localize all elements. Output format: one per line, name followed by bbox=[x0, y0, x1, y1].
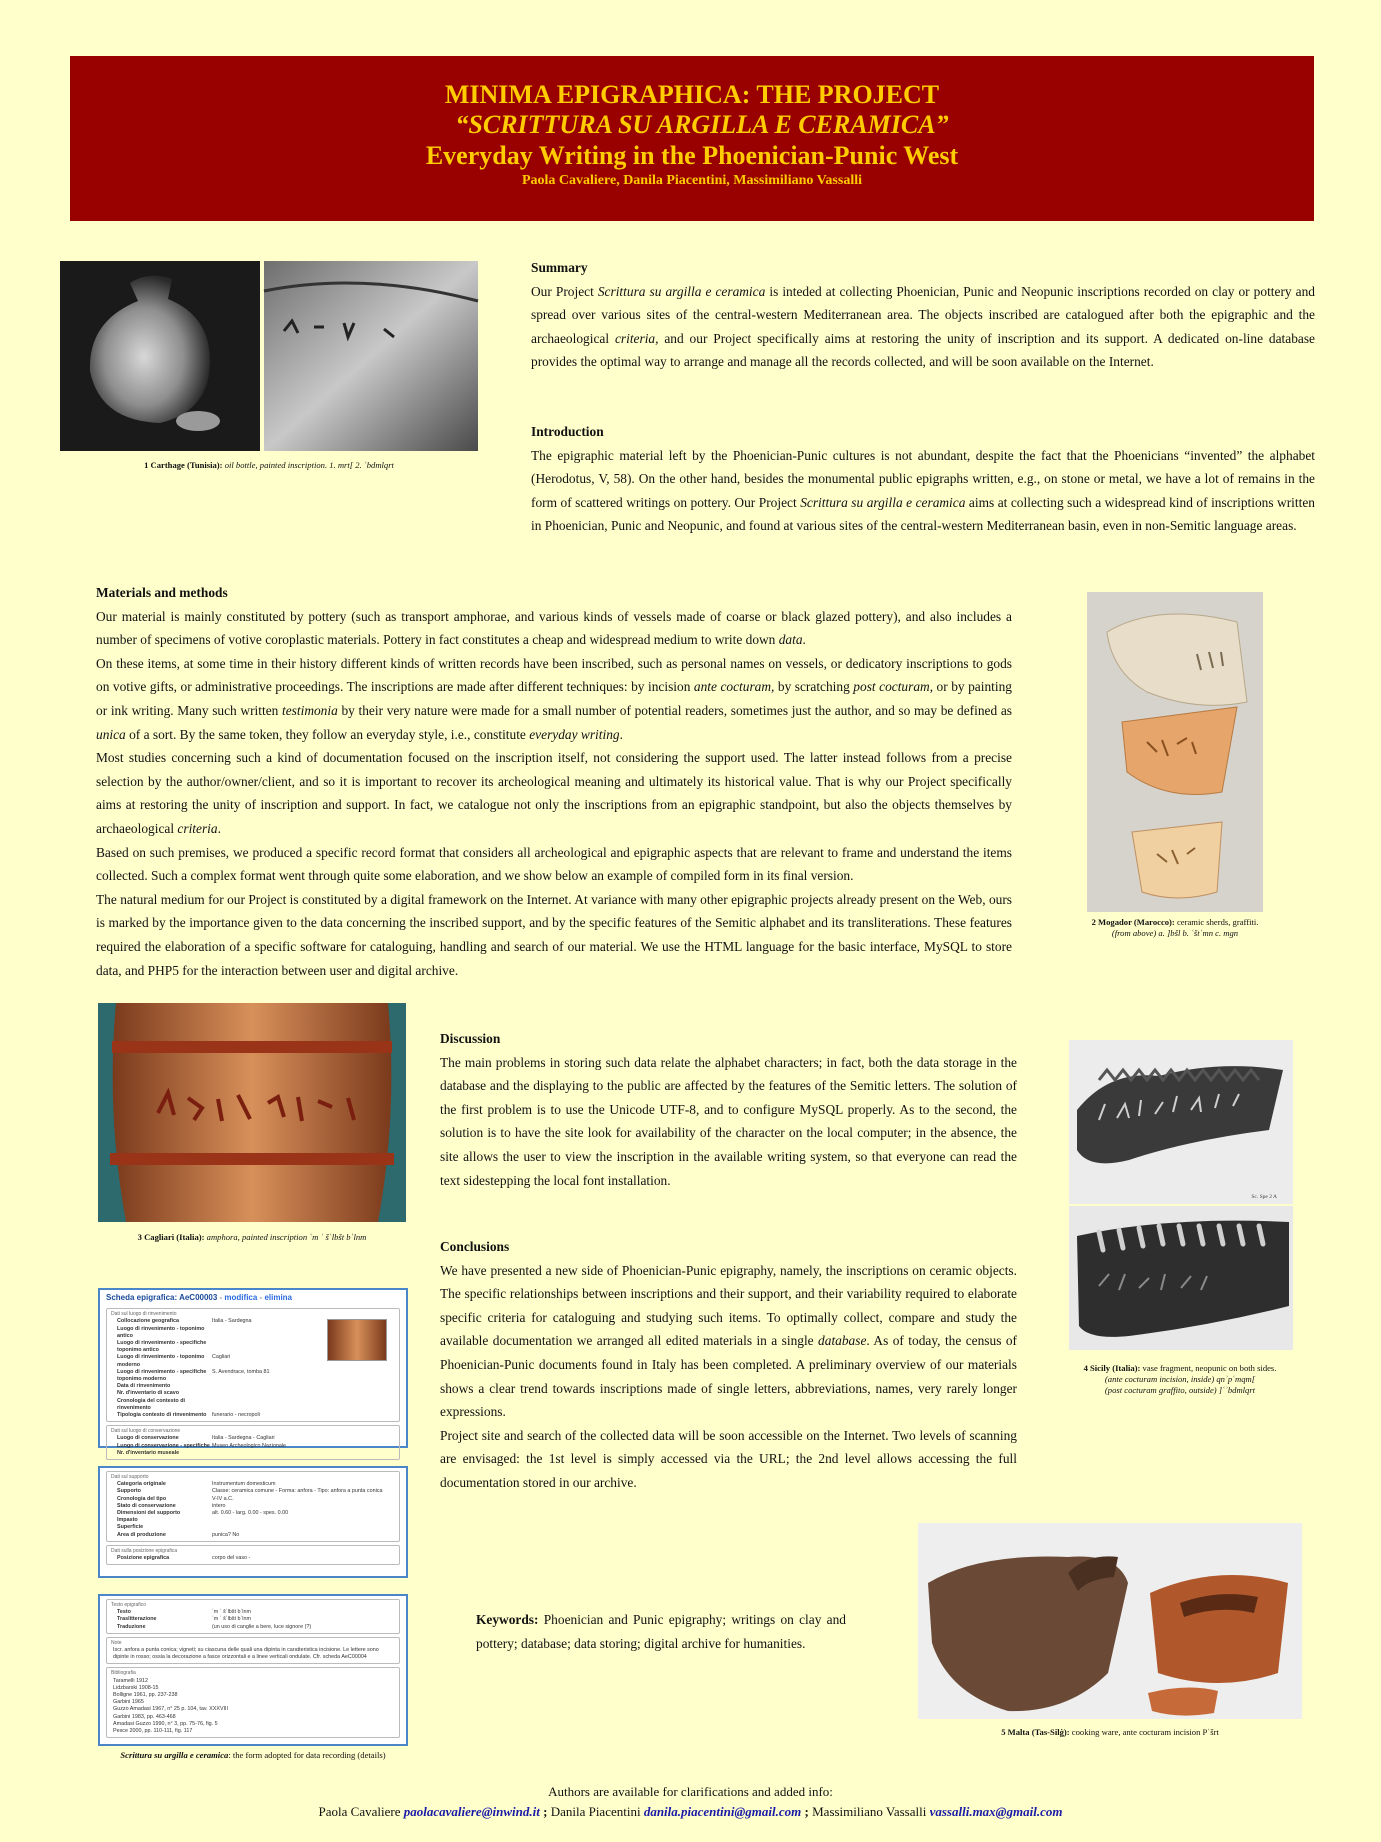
author-list: Paola Cavaliere, Danila Piacentini, Massimiliano Vassalli bbox=[521, 173, 863, 188]
form-field-value bbox=[212, 1524, 399, 1531]
form-title-bar: Scheda epigrafica: AeC00003 - modifica - elimina bbox=[106, 1293, 293, 1302]
figure-4-photo-side-b bbox=[1069, 1206, 1293, 1350]
form-row bbox=[107, 1510, 399, 1517]
bibliography-item: Garbini 1965 bbox=[113, 1699, 144, 1706]
form-fieldset-bibliography: Bibliografia Taramelli 1912 Lidzbarski 1908-15 Bolligne 1961, pp. 237-238 Garbini 1965 Guzzo Amadasi 1967, n° 25 p. 104, tav. XXXVIII Garbini 1983, pp. 463-468 Amadasi Guzzo 1990, n° 3, pp. 75-76, fig. 5 Pesce 2000, pp. 110-111, fig. 117 bbox=[106, 1667, 400, 1738]
form-row bbox=[107, 1555, 399, 1562]
form-field-value: alt. 0.60 - larg. 0.00 - spes. 0.00 bbox=[212, 1510, 289, 1517]
bibliography-item: Lidzbarski 1908-15 bbox=[113, 1684, 159, 1691]
mm-paragraph-3: Most studies concerning such a kind of documentation focused on the inscription itself, not considering the support used. The latter instead follows from a precise selection by the author/owner/client, and so it is important to recover its archeological meaning and ultimately its historical value. That is why our Project specifically aims at restoring the unity of inscription and support. In fact, we catalogue not only the inscriptions from an epigraphic standpoint, but also the objects themselves by archaeological criteria. bbox=[96, 750, 1012, 836]
figure-1-photo-detail bbox=[264, 261, 478, 451]
figure-2-caption: 2 Mogador (Marocco): ceramic sherds, graffiti. (from above) a. ]bšl b. ʿštʿmn c. mgn bbox=[1091, 917, 1259, 938]
form-screenshot-1 bbox=[98, 1288, 408, 1456]
form-fieldset-support: Dati sul supporto Categoria originale Instrumentum domesticum Supporto Classe: ceramica comune - Forma: anfora - Tipo: anfora a punta conica Cronologia del tipo V-IV a.C. Stato di conservazione intero Dimensioni del supporto alt. 0.60 - larg. 0.00 - spes. 0.00 Impasto Superficie Area di produzione punica? No bbox=[106, 1471, 400, 1542]
form-fieldset-notes: Note Iscr. anfora a punta conica; vigneti; su ciascuna delle quali una dipinta in caratteristica incisione. Le lettere sono dipinte in rosso; ossia la decorazione a fasce orizzontali e a linee verticali ondulate. Cfr. scheda AeC00004 bbox=[106, 1637, 400, 1665]
form-row bbox=[107, 1390, 399, 1397]
discussion-text: The main problems in storing such data relate the alphabet characters; in fact, both the data storage in the database and the displaying to the public are affected by the features of the Semitic letters. The solution of the first problem is to use the Unicode UTF-8, and to configure MySQL properly. As to the second, the solution is to have the site look for availability of the character on the local computer; in the absence, the site allows the user to view the inscription in the available writing system, so that everyone can read the text sidestepping the local font installation. bbox=[440, 1054, 1017, 1188]
form-field-label: Superficie bbox=[117, 1524, 144, 1531]
form-field-value: Italia - Sardegna - Cagliari bbox=[212, 1435, 275, 1442]
form-field-label: Stato di conservazione bbox=[117, 1502, 176, 1509]
summary-text: Our Project Scrittura su argilla e ceramica is inteded at collecting Phoenician, Punic and Neopunic inscriptions recorded on clay or pottery and spread over various sites of the central-western Mediterranean area. The objects inscribed are catalogued after both the epigraphic and the archaeological criteria, and our Project specifically aims at restoring the unity of inscription and its support. A dedicated on-line database provides the optimal way to arrange and manage all the records collected, and will be soon available on the Internet. bbox=[531, 283, 1315, 370]
form-field-value: Museo Archeologico Nazionale bbox=[212, 1442, 287, 1449]
form-field-value: S. Avendrace, tomba 81 bbox=[212, 1368, 270, 1375]
form-row bbox=[107, 1517, 399, 1524]
form-field-label: Impasto bbox=[117, 1517, 138, 1524]
form-field-label: Luogo di rinvenimento - specifiche toponimo moderno bbox=[117, 1368, 207, 1383]
email-link-vassalli[interactable]: vassalli.max@gmail.com bbox=[929, 1804, 1063, 1819]
form-field-value: Instrumentum domesticum bbox=[212, 1481, 276, 1488]
form-row bbox=[107, 1398, 399, 1412]
mm-paragraph-2: On these items, at some time in their history different kinds of written records have been inscribed, such as personal names on vessels, or dedicatory inscriptions to gods on votive gifts, or administrative proceedings. The inscriptions are made after different techniques: by incision ante cocturam, by scratching post cocturam, or by painting or ink writing. Many such written testimonia by their very nature were made for a small number of potential readers, sometimes just the author, and so may be defined as unica of a sort. By the same token, they follow an everyday style, i.e., constitute everyday writing. bbox=[96, 655, 1012, 742]
form-field-value bbox=[212, 1390, 399, 1397]
form-fieldset-find-site: Dati sul luogo di rinvenimento Collocazione geografica Italia - Sardegna Luogo di rinvenimento - toponimo antico Luogo di rinvenimento - specifiche toponimo antico Luogo di rinvenimento - toponimo moderno Cagliari Luogo di rinvenimento - specifiche toponimo moderno S. Avendrace, tomba 81 Data di rinvenimento Nr. d'inventario di scavo Cronologia del contesto di rinvenimento Tipologia contesto di rinvenimento funerario - necropoli bbox=[106, 1308, 400, 1422]
summary-heading: Summary bbox=[531, 260, 588, 275]
footer bbox=[0, 1782, 1381, 1822]
bibliography-item: Taramelli 1912 bbox=[113, 1677, 149, 1684]
form-fieldset-text: Testo epigrafico Testo ʿm ʿ šʿlbšt bʿlnm Traslitterazione ʿm ʿ šʿlbšt bʿlnm Traduzione (un uso di canglie a bere, luce signore (?) bbox=[106, 1599, 400, 1634]
form-fieldset-conservation: Dati sul luogo di conservazione Luogo di conservazione Italia - Sardegna - Cagliari Luogo di conservazione - specifiche Museo Archeologico Nazionale Nr. d'inventario museale bbox=[106, 1425, 400, 1460]
form-field-value: Classe: ceramica comune - Forma: anfora - Tipo: anfora a punta conica bbox=[212, 1488, 383, 1495]
form-field-label: Data di rinvenimento bbox=[117, 1383, 171, 1390]
bibliography-item: Pesce 2000, pp. 110-111, fig. 117 bbox=[113, 1728, 193, 1735]
form-field-value: ʿm ʿ šʿlbšt bʿlnm bbox=[212, 1616, 251, 1623]
form-caption: Scrittura su argilla e ceramica: the form adopted for data recording (details) bbox=[120, 1750, 386, 1760]
footer-line-1: Authors are available for clarifications and added info: bbox=[548, 1784, 833, 1799]
form-notes-text: Iscr. anfora a punta conica; vigneti; su ciascuna delle quali una dipinta in caratteristica incisione. Le lettere sono dipinte in rosso; ossia la decorazione a fasce orizzontali e a linee verticali ondulate. Cfr. scheda AeC00004 bbox=[113, 1647, 379, 1661]
discussion-heading: Discussion bbox=[440, 1031, 501, 1046]
conclusions-heading: Conclusions bbox=[440, 1239, 510, 1254]
figure-1-photo-bottle bbox=[60, 261, 260, 451]
introduction-section bbox=[531, 420, 1315, 538]
form-field-value bbox=[212, 1450, 399, 1457]
form-row bbox=[107, 1369, 399, 1383]
mm-paragraph-1: Our material is mainly constituted by pottery (such as transport amphorae, and various kinds of vessels made of coarse or black glazed pottery), and also includes a number of specimens of votive coroplastic materials. Pottery in fact constitutes a cheap and widespread medium to write down data. bbox=[96, 608, 1012, 648]
form-field-value: funerario - necropoli bbox=[212, 1412, 260, 1419]
form-screenshot-3 bbox=[98, 1594, 408, 1746]
form-row bbox=[107, 1488, 399, 1495]
form-field-label: Luogo di conservazione bbox=[117, 1435, 179, 1442]
figure-4-caption: 4 Sicily (Italia): vase fragment, neopunic on both sides. (ante cocturam incision, inside) qnʾpʿmqm[ (post cocturam graffito, outside) ]ʿʾbdmlqrt bbox=[1083, 1363, 1277, 1395]
title-line-3: Everyday Writing in the Phoenician-Punic West bbox=[425, 141, 959, 170]
keywords-label: Keywords: bbox=[476, 1612, 539, 1627]
form-row bbox=[107, 1624, 399, 1631]
bibliography-item: Amadasi Guzzo 1990, n° 3, pp. 75-76, fig. 5 bbox=[113, 1720, 218, 1727]
form-field-value: corpo del vaso - bbox=[212, 1555, 251, 1562]
bibliography-item: Garbini 1983, pp. 463-468 bbox=[113, 1713, 176, 1720]
form-row bbox=[107, 1481, 399, 1488]
keywords-block bbox=[476, 1608, 846, 1655]
form-field-label: Categoria originale bbox=[117, 1481, 166, 1488]
form-row bbox=[107, 1532, 399, 1539]
form-field-label: Supporto bbox=[117, 1488, 141, 1495]
title-banner bbox=[70, 56, 1314, 221]
form-field-label: Posizione epigrafica bbox=[117, 1555, 170, 1562]
form-thumbnail bbox=[327, 1319, 387, 1361]
bibliography-item: Bolligne 1961, pp. 237-238 bbox=[113, 1692, 178, 1699]
figure-3-caption: 3 Cagliari (Italia): amphora, painted inscription ʿm ʿ šʿlbšt bʿlnm bbox=[137, 1232, 367, 1242]
form-field-label: Luogo di rinvenimento - specifiche toponimo antico bbox=[117, 1340, 207, 1354]
bibliography-item: Guzzo Amadasi 1967, n° 25 p. 104, tav. XXXVIII bbox=[113, 1706, 229, 1713]
form-field-label: Area di produzione bbox=[117, 1531, 166, 1538]
form-row bbox=[107, 1524, 399, 1531]
form-row bbox=[107, 1616, 399, 1623]
form-field-value: (un uso di canglie a bere, luce signore (?) bbox=[212, 1623, 312, 1630]
form-field-label: Traslitterazione bbox=[117, 1616, 157, 1623]
figure-3-photo-amphora bbox=[98, 1003, 406, 1222]
email-link-piacentini[interactable]: danila.piacentini@gmail.com bbox=[643, 1804, 802, 1819]
email-link-cavaliere[interactable]: paolacavaliere@inwind.it bbox=[403, 1804, 540, 1819]
form-field-value: intero bbox=[212, 1502, 226, 1509]
form-field-value: punica? No bbox=[212, 1531, 240, 1538]
form-field-label: Nr. d'inventario di scavo bbox=[117, 1390, 180, 1397]
form-field-label: Tipologia contesto di rinvenimento bbox=[117, 1412, 207, 1419]
form-modify-link[interactable]: modifica bbox=[224, 1293, 258, 1302]
discussion-section bbox=[440, 1027, 1017, 1192]
form-delete-link[interactable]: elimina bbox=[264, 1293, 293, 1302]
footer-contacts: Paola Cavaliere paolacavaliere@inwind.it ; Danila Piacentini danila.piacentini@gmail.com ; Massimiliano Vassalli vassalli.max@gmail.com bbox=[318, 1804, 1063, 1819]
form-field-label: Luogo di rinvenimento - toponimo moderno bbox=[117, 1354, 205, 1368]
form-field-value: ʿm ʿ šʿlbšt bʿlnm bbox=[212, 1609, 251, 1616]
form-field-value bbox=[212, 1383, 399, 1390]
figure-2-photo-sherds bbox=[1087, 592, 1263, 912]
form-field-label: Luogo di conservazione - specifiche bbox=[117, 1442, 210, 1449]
form-screenshot-2 bbox=[98, 1466, 408, 1578]
figure-5-caption: 5 Malta (Tas-Silġ): cooking ware, ante cocturam incision Pʿšrt bbox=[1001, 1727, 1219, 1737]
introduction-text: The epigraphic material left by the Phoenician-Punic cultures is not abundant, despite the fact that the Phoenicians “invented” the alphabet (Herodotus, V, 58). On the other hand, besides the monumental public epigraphs written, e.g., on stone or metal, we have a lot of remains in the form of scattered writings on pottery. Our Project Scrittura su argilla e ceramica aims at collecting such a widespread kind of inscriptions written in Phoenician, Punic and Neopunic, and found at various sites of the central-western Mediterranean basin, even in non-Semitic language areas. bbox=[531, 447, 1315, 534]
form-row bbox=[107, 1450, 399, 1457]
form-field-value bbox=[212, 1517, 399, 1524]
form-row bbox=[107, 1435, 399, 1442]
figure-4-photo-side-a bbox=[1069, 1040, 1293, 1204]
figure-1-caption: 1 Carthage (Tunisia): oil bottle, painted inscription. 1. mrt[ 2. ʿbdmlqrt bbox=[144, 460, 394, 470]
form-field-label: Testo bbox=[117, 1609, 131, 1616]
form-row bbox=[107, 1443, 399, 1450]
form-field-value: Cagliari bbox=[212, 1354, 231, 1361]
form-fieldset-position: Dati sulla posizione epigrafica Posizione epigrafica corpo del vaso - bbox=[106, 1545, 400, 1565]
conclusions-paragraph-2: Project site and search of the collected data will be soon accessible on the Internet. Two levels of scanning are envisaged: the 1st level is simply accessed via the URL; the 2nd level allows accessing the full documentation stored in our archive. bbox=[440, 1427, 1017, 1490]
keywords-text: Phoenician and Punic epigraphy; writings on clay and pottery; database; data storing; digital archive for humanities. bbox=[476, 1612, 846, 1651]
form-field-label: Nr. d'inventario museale bbox=[117, 1449, 180, 1456]
mm-paragraph-4: Based on such premises, we produced a specific record format that considers all archeological and epigraphic aspects that are relevant to frame and understand the items collected. Such a complex format went through quite some elaboration, and we show below an example of compiled form in its final version. bbox=[96, 844, 1012, 884]
form-field-label: Cronologia del contesto di rinvenimento bbox=[117, 1397, 185, 1411]
form-field-label: Luogo di rinvenimento - toponimo antico bbox=[117, 1325, 205, 1339]
form-row bbox=[107, 1609, 399, 1616]
materials-methods-heading: Materials and methods bbox=[96, 585, 228, 600]
form-field-value: Italia - Sardegna bbox=[212, 1318, 252, 1325]
summary-section bbox=[531, 256, 1315, 374]
form-row bbox=[107, 1503, 399, 1510]
title-line-2: “SCRITTURA SU ARGILLA E CERAMICA” bbox=[455, 110, 949, 139]
form-field-label: Collocazione geografica bbox=[117, 1318, 180, 1325]
materials-methods-section bbox=[96, 581, 1012, 982]
introduction-heading: Introduction bbox=[531, 424, 604, 439]
form-row bbox=[107, 1412, 399, 1419]
form-row bbox=[107, 1383, 399, 1390]
conclusions-paragraph-1: We have presented a new side of Phoenician-Punic epigraphy, namely, the inscriptions on ceramic objects. The specific relationships between inscriptions and their support, and their variability required to elaborate specific criteria for cataloguing and studying such items. To optimally collect, compare and study the available documentation we arranged all edited materials in a single database. As of today, the census of Phoenician-Punic documents found in Italy has been completed. A preliminary overview of our materials shows a clear trend towards inscriptions made of single letters, abbreviations, names, very rarely longer expressions. bbox=[440, 1262, 1017, 1420]
form-field-label: Cronologia del tipo bbox=[117, 1495, 167, 1502]
figure-5-photo-cookware bbox=[918, 1523, 1302, 1719]
title-line-1: MINIMA EPIGRAPHICA: THE PROJECT bbox=[444, 80, 940, 109]
form-field-value bbox=[212, 1398, 399, 1412]
form-field-label: Dimensioni del supporto bbox=[117, 1510, 181, 1517]
form-row bbox=[107, 1496, 399, 1503]
form-field-value: V-IV a.C. bbox=[212, 1495, 234, 1502]
conclusions-section bbox=[440, 1235, 1017, 1495]
form-field-label: Traduzione bbox=[117, 1623, 146, 1630]
mm-paragraph-5: The natural medium for our Project is constituted by a digital framework on the Internet. At variance with many other epigraphic projects already present on the Web, ours is marked by the importance given to the data concerning the inscribed support, and by the specific features of the Semitic alphabet and its transliterations. These features required the elaboration of a specific software for cataloguing, handling and search of our material. We use the HTML language for the basic interface, MySQL to store data, and PHP5 for the interaction between user and digital archive. bbox=[96, 891, 1012, 978]
figure-4-label-a: Sc. Spe 2 A bbox=[1251, 1194, 1277, 1200]
